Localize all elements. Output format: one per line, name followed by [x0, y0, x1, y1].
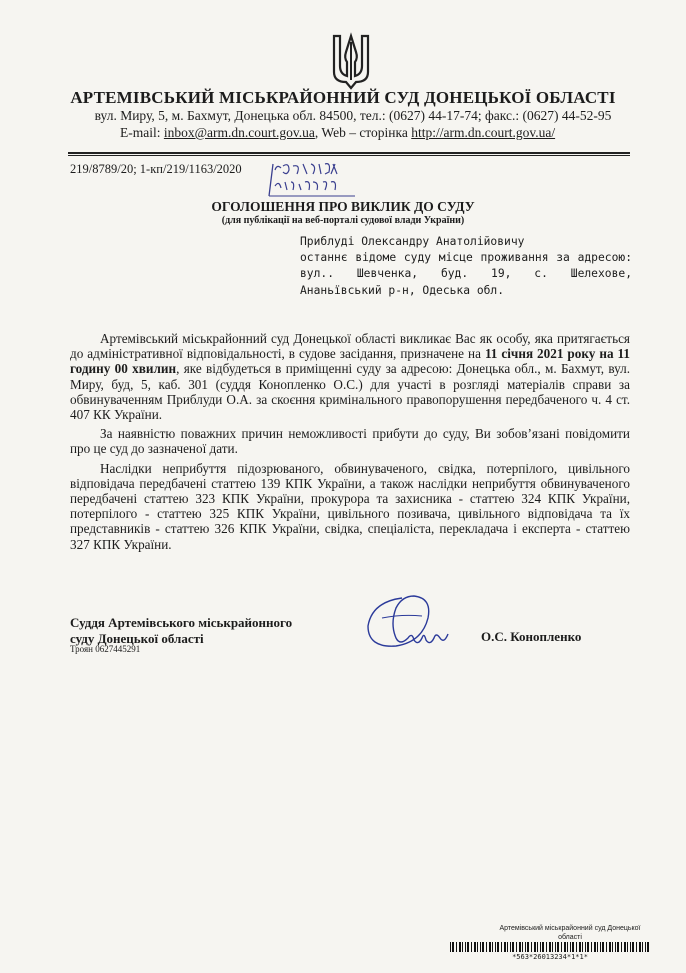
document-barcode: [450, 942, 650, 952]
notice-body: [70, 331, 630, 556]
header-divider-thin: [68, 155, 630, 156]
executor-note: Троян 0627445291: [70, 644, 141, 654]
court-contacts: [120, 125, 590, 141]
trident-emblem-icon: [330, 32, 372, 90]
email-link: inbox@arm.dn.court.gov.ua: [163, 125, 315, 140]
court-title: АРТЕМІВСЬКИЙ МІСЬКРАЙОННИЙ СУД ДОНЕЦЬКОЇ ОБЛАСТІ: [70, 88, 616, 107]
judge-title: [70, 615, 292, 647]
footer-court-name: Артемівський міськрайонний суд Донецької області: [499, 925, 641, 941]
judge-title-line-1: Суддя Артемівського міськрайонного: [70, 615, 293, 630]
web-link: http://arm.dn.court.gov.ua/: [411, 125, 556, 140]
court-address: вул. Миру, 5, м. Бахмут, Донецька обл. 84500, тел.: (0627) 44-17-74; факс.: (0627) 44-52-95: [94, 108, 612, 123]
handwritten-signature: [362, 588, 454, 654]
document-title: ОГОЛОШЕННЯ ПРО ВИКЛИК ДО СУДУ: [211, 199, 475, 214]
addressee-block: [300, 234, 632, 299]
hearing-date: 11 січня 2021 року на 11 годину 00 хвилин: [70, 346, 630, 377]
notice-paragraph-3: Наслідки неприбуття підозрюваного, обвинуваченого, свідка, потерпілого, цивільного відповідача передбачені статтею 139 КПК України, а також наслідки неприбуття обвинуваченого передбачені статтею 323 КПК України, прокурора та захисника - статтею 324 КПК України, потерпілого - статтею 325 КПК України, цивільного позивача, цивільного відповідача та їх представників - статтею 326 КПК України, свідка, спеціаліста, перекладача і експерта - статтею 327 КПК України.: [70, 460, 630, 552]
email-label: E-mail:: [120, 125, 164, 140]
addressee-name: Приблуді Олександру Анатолійовичу: [300, 235, 525, 248]
notice-paragraph-1: [70, 331, 630, 422]
barcode-number: *563*26013234*1*1*: [512, 953, 588, 961]
case-number: 219/8789/20; 1-кп/219/1163/2020: [70, 162, 242, 176]
web-label: , Web – сторінка: [314, 125, 412, 140]
handwritten-registration-stamp: [265, 160, 365, 200]
document-subtitle: (для публікації на веб-порталі судової влади України): [221, 215, 465, 226]
judge-title-line-2: суду Донецької області: [70, 631, 204, 646]
notice-paragraph-2: За наявністю поважних причин неможливості прибути до суду, Ви зобов’язані повідомити про це суд до зазначеної дати.: [70, 426, 630, 457]
judge-name: О.С. Конопленко: [481, 629, 582, 644]
paragraph-1-text: Артемівський міськрайонний суд Донецької області викликає Вас як особу, яка притягається до адміністративної відповідальності, в судове засідання, призначене на: [70, 331, 630, 362]
addressee-address: останнє відоме суду місце проживання за адресою: вул.. Шевченка, буд. 19, с. Шелехове, Ананьївський р-н, Одеська обл.: [300, 251, 632, 297]
header-divider: [68, 152, 630, 154]
paragraph-1-text-continued: , яке відбудеться в приміщенні суду за адресою: Донецька обл., м. Бахмут, вул. Миру, буд, 5, каб. 301 (суддя Конопленко О.С.) для участі в розгляді матеріалів справи за обвинуваченням Приблуди О.А. за скоєння кримінального правопорушення передбаченого ч. 4 ст. 407 КК України.: [70, 361, 630, 423]
